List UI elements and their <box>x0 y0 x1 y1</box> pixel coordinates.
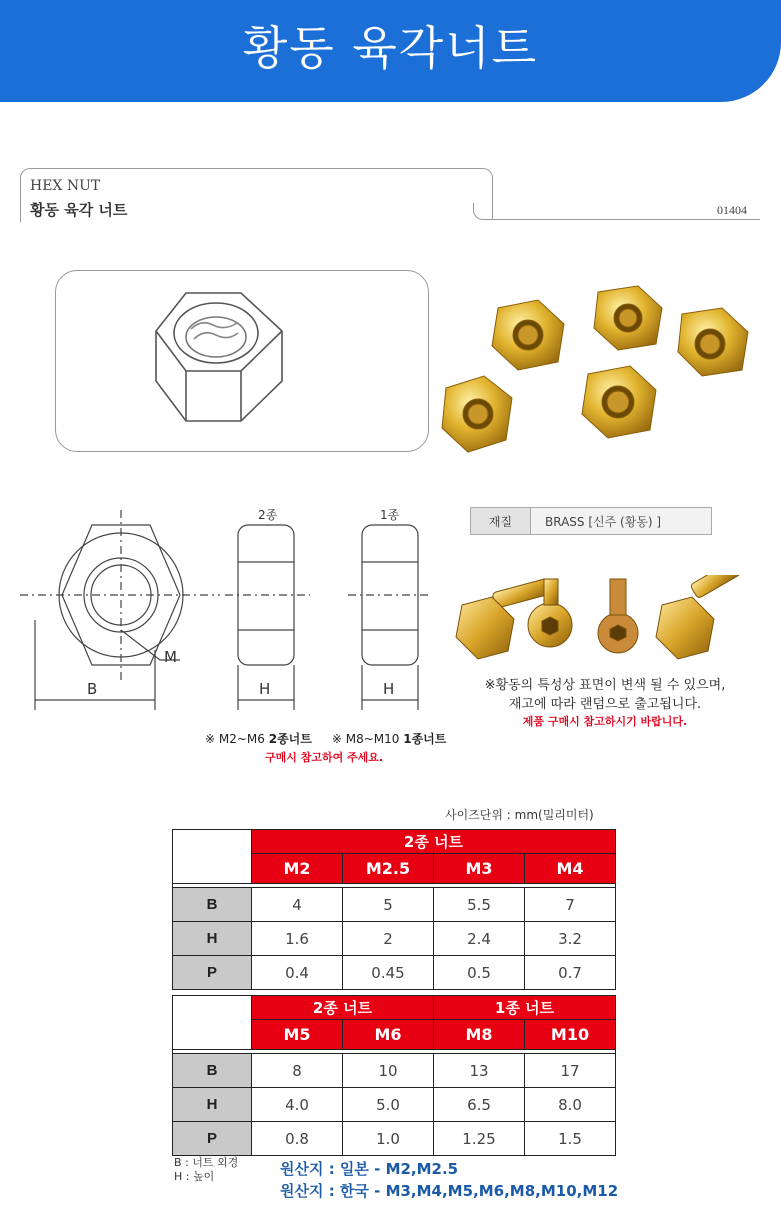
table-row <box>173 888 616 922</box>
label-type2: 2종 <box>258 508 278 522</box>
table1-group: 2종 너트 <box>252 830 616 854</box>
spec-table-2 <box>172 995 616 1156</box>
row-label: P <box>173 1122 252 1156</box>
cell: 1.0 <box>343 1122 434 1156</box>
banner-title: 황동 육각너트 <box>242 21 539 75</box>
cell: 0.5 <box>434 956 525 990</box>
legend-h: H : 높이 <box>174 1170 215 1183</box>
table2-size: M10 <box>525 1020 616 1050</box>
origin-info <box>280 1158 618 1202</box>
cell: 2 <box>343 922 434 956</box>
size-unit: 사이즈단위 : mm(밀리미터) <box>445 808 594 822</box>
cell: 1.25 <box>434 1122 525 1156</box>
cell: 8.0 <box>525 1088 616 1122</box>
header-frame-step <box>473 203 493 220</box>
product-code: 01404 <box>717 203 747 217</box>
table2-group-b: 1종 너트 <box>434 996 616 1020</box>
cell: 7 <box>525 888 616 922</box>
table1-size: M3 <box>434 854 525 884</box>
table-row <box>173 1054 616 1088</box>
label-type1: 1종 <box>380 508 400 522</box>
cell: 0.7 <box>525 956 616 990</box>
spec-table-1 <box>172 829 616 990</box>
table2-size: M5 <box>252 1020 343 1050</box>
label-b: B <box>87 680 98 698</box>
cell: 0.4 <box>252 956 343 990</box>
hex-nut-sketch <box>55 270 429 452</box>
cell: 5.5 <box>434 888 525 922</box>
cell: 0.8 <box>252 1122 343 1156</box>
legend-b: B : 너트 외경 <box>174 1156 239 1169</box>
cell: 4.0 <box>252 1088 343 1122</box>
cell: 13 <box>434 1054 525 1088</box>
table1-size: M2.5 <box>343 854 434 884</box>
cell: 6.5 <box>434 1088 525 1122</box>
photo-note-line1: ※황동의 특성상 표면이 변색 될 수 있으며, <box>484 678 726 693</box>
cell: 1.6 <box>252 922 343 956</box>
cell: 5 <box>343 888 434 922</box>
cell: 10 <box>343 1054 434 1088</box>
cell: 0.45 <box>343 956 434 990</box>
cell: 1.5 <box>525 1122 616 1156</box>
row-label: H <box>173 922 252 956</box>
brass-bolts-photo-icon <box>452 575 752 675</box>
label-m: M <box>164 648 177 666</box>
table-row <box>173 922 616 956</box>
cell: 4 <box>252 888 343 922</box>
origin-korea: 원산지 : 한국 - M3,M4,M5,M6,M8,M10,M12 <box>280 1182 619 1200</box>
table-row <box>173 1088 616 1122</box>
caption-b-prefix: ※ M8~M10 <box>331 732 404 746</box>
caption-a-prefix: ※ M2~M6 <box>205 732 269 746</box>
row-label: P <box>173 956 252 990</box>
photo-note-line2: 재고에 따라 랜덤으로 출고됩니다. <box>508 697 702 712</box>
table-row <box>173 956 616 990</box>
material-box <box>470 507 712 535</box>
header-frame-base <box>492 219 760 220</box>
type-caption <box>205 730 446 747</box>
label-h-type2: H <box>259 680 271 698</box>
table1-size: M2 <box>252 854 343 884</box>
product-name-ko: 황동 육각 너트 <box>30 201 128 219</box>
row-label: B <box>173 888 252 922</box>
table2-size: M8 <box>434 1020 525 1050</box>
material-key: 재질 <box>471 508 531 534</box>
hex-nut-sketch-icon <box>56 271 430 453</box>
row-label: H <box>173 1088 252 1122</box>
table2-size: M6 <box>343 1020 434 1050</box>
row-label: B <box>173 1054 252 1088</box>
label-h-type1: H <box>383 680 395 698</box>
cell: 17 <box>525 1054 616 1088</box>
product-name-en: HEX NUT <box>30 178 101 194</box>
photo-note-red: 제품 구매시 참고하시기 바랍니다. <box>522 715 688 728</box>
cell: 5.0 <box>343 1088 434 1122</box>
cell: 3.2 <box>525 922 616 956</box>
cell: 2.4 <box>434 922 525 956</box>
brass-bolts-photo <box>452 575 752 675</box>
photo-note <box>455 676 755 714</box>
origin-japan: 원산지 : 일본 - M2,M2.5 <box>280 1160 459 1178</box>
table1-size: M4 <box>525 854 616 884</box>
caption-red-note: 구매시 참고하여 주세요. <box>265 751 384 764</box>
table2-group-a: 2종 너트 <box>252 996 434 1020</box>
legend <box>174 1156 238 1184</box>
brass-nuts-photo <box>438 262 772 490</box>
material-value: BRASS [신주 (황동) ] <box>545 514 662 529</box>
caption-a-bold: 2종너트 <box>268 732 312 746</box>
table-row <box>173 1122 616 1156</box>
brass-nuts-photo-icon <box>438 262 772 490</box>
table-corner <box>173 830 252 884</box>
table-corner <box>173 996 252 1050</box>
cell: 8 <box>252 1054 343 1088</box>
caption-b-bold: 1종너트 <box>403 732 447 746</box>
